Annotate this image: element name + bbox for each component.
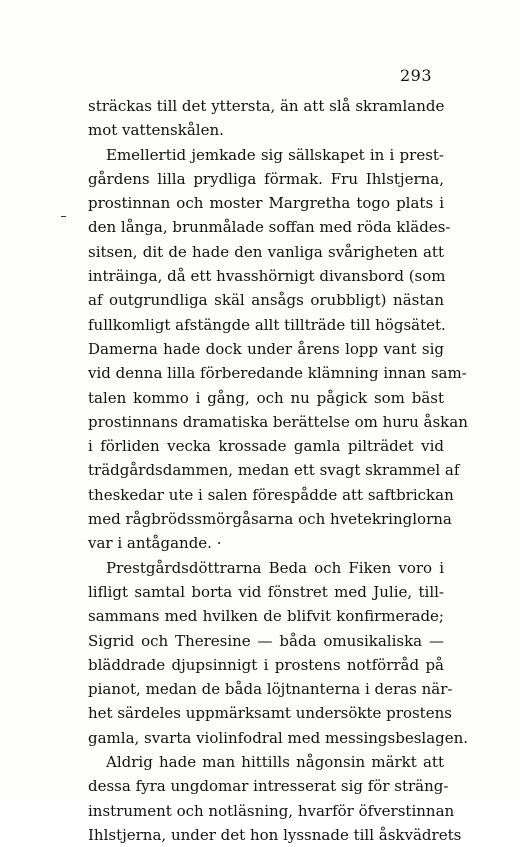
text-line: dessa fyra ungdomar intresserat sig för sträng- xyxy=(88,777,449,796)
text-line: Prestgårdsdöttrarna Beda och Fiken voro i xyxy=(106,558,444,577)
text-line: Ihlstjerna, under det hon lyssnade till åskvädrets xyxy=(88,825,462,844)
text-line: Aldrig hade man hittills någonsin märkt att xyxy=(106,753,444,772)
text-line: instrument och notläsning, hvarför öfverstinnan xyxy=(88,801,455,820)
text-line: med rågbrödssmörgåsarna och hvetekringlorna xyxy=(88,510,452,529)
text-line: Emellertid jemkade sig sällskapet in i prest- xyxy=(106,145,444,164)
text-line: prostinnans dramatiska berättelse om huru åskan xyxy=(88,412,468,431)
text-line: trädgårdsdammen, medan ett svagt skrammel af xyxy=(88,461,460,480)
text-line: sträckas till det yttersta, än att slå skramlande xyxy=(88,97,445,115)
text-line: i förliden vecka krossade gamla pilträdet vid xyxy=(88,437,444,456)
text-line: inträinga, då ett hvasshörnigt divansbord (som xyxy=(88,267,446,286)
text-line: talen kommo i gång, och nu pågick som bäst xyxy=(88,388,444,407)
text-line: lifligt samtal borta vid fönstret med Julie, till- xyxy=(88,582,444,601)
text-line: bläddrade djupsinnigt i prostens notförråd på xyxy=(88,655,444,674)
text-line: sitsen, dit de hade den vanliga svårigheten att xyxy=(88,242,444,261)
text-line: prostinnan och moster Margretha togo plats i xyxy=(88,194,444,213)
text-line: sammans med hvilken de blifvit konfirmerade; xyxy=(88,607,444,626)
text-line: het särdeles uppmärksamt undersökte prostens xyxy=(88,704,452,723)
body-text xyxy=(88,94,469,847)
text-line: theskedar ute i salen förespådde att saftbrickan xyxy=(88,485,454,504)
text-line: pianot, medan de båda löjtnanterna i deras när- xyxy=(88,680,453,699)
text-line: gårdens lilla prydliga förmak. Fru Ihlstjerna, xyxy=(88,169,444,188)
text-line: Damerna hade dock under årens lopp vant sig xyxy=(88,339,444,358)
text-line: af outgrundliga skäl ansågs orubbligt) nästan xyxy=(88,291,444,310)
text-line: mot vattenskålen. xyxy=(88,121,224,140)
text-line: var i antågande. · xyxy=(88,534,222,553)
text-line: gamla, svarta violinfodral med messingsbeslagen. xyxy=(88,728,469,747)
text-line: fullkomligt afstängde allt tillträde till högsätet. xyxy=(88,315,446,334)
margin-mark xyxy=(61,216,66,217)
text-line: den långa, brunmålade soffan med röda klädes- xyxy=(88,218,451,237)
text-line: Sigrid och Theresine — båda omusikaliska — xyxy=(88,631,444,650)
page-number: 293 xyxy=(399,66,432,85)
text-line: vid denna lilla förberedande klämning innan sam- xyxy=(88,364,467,383)
